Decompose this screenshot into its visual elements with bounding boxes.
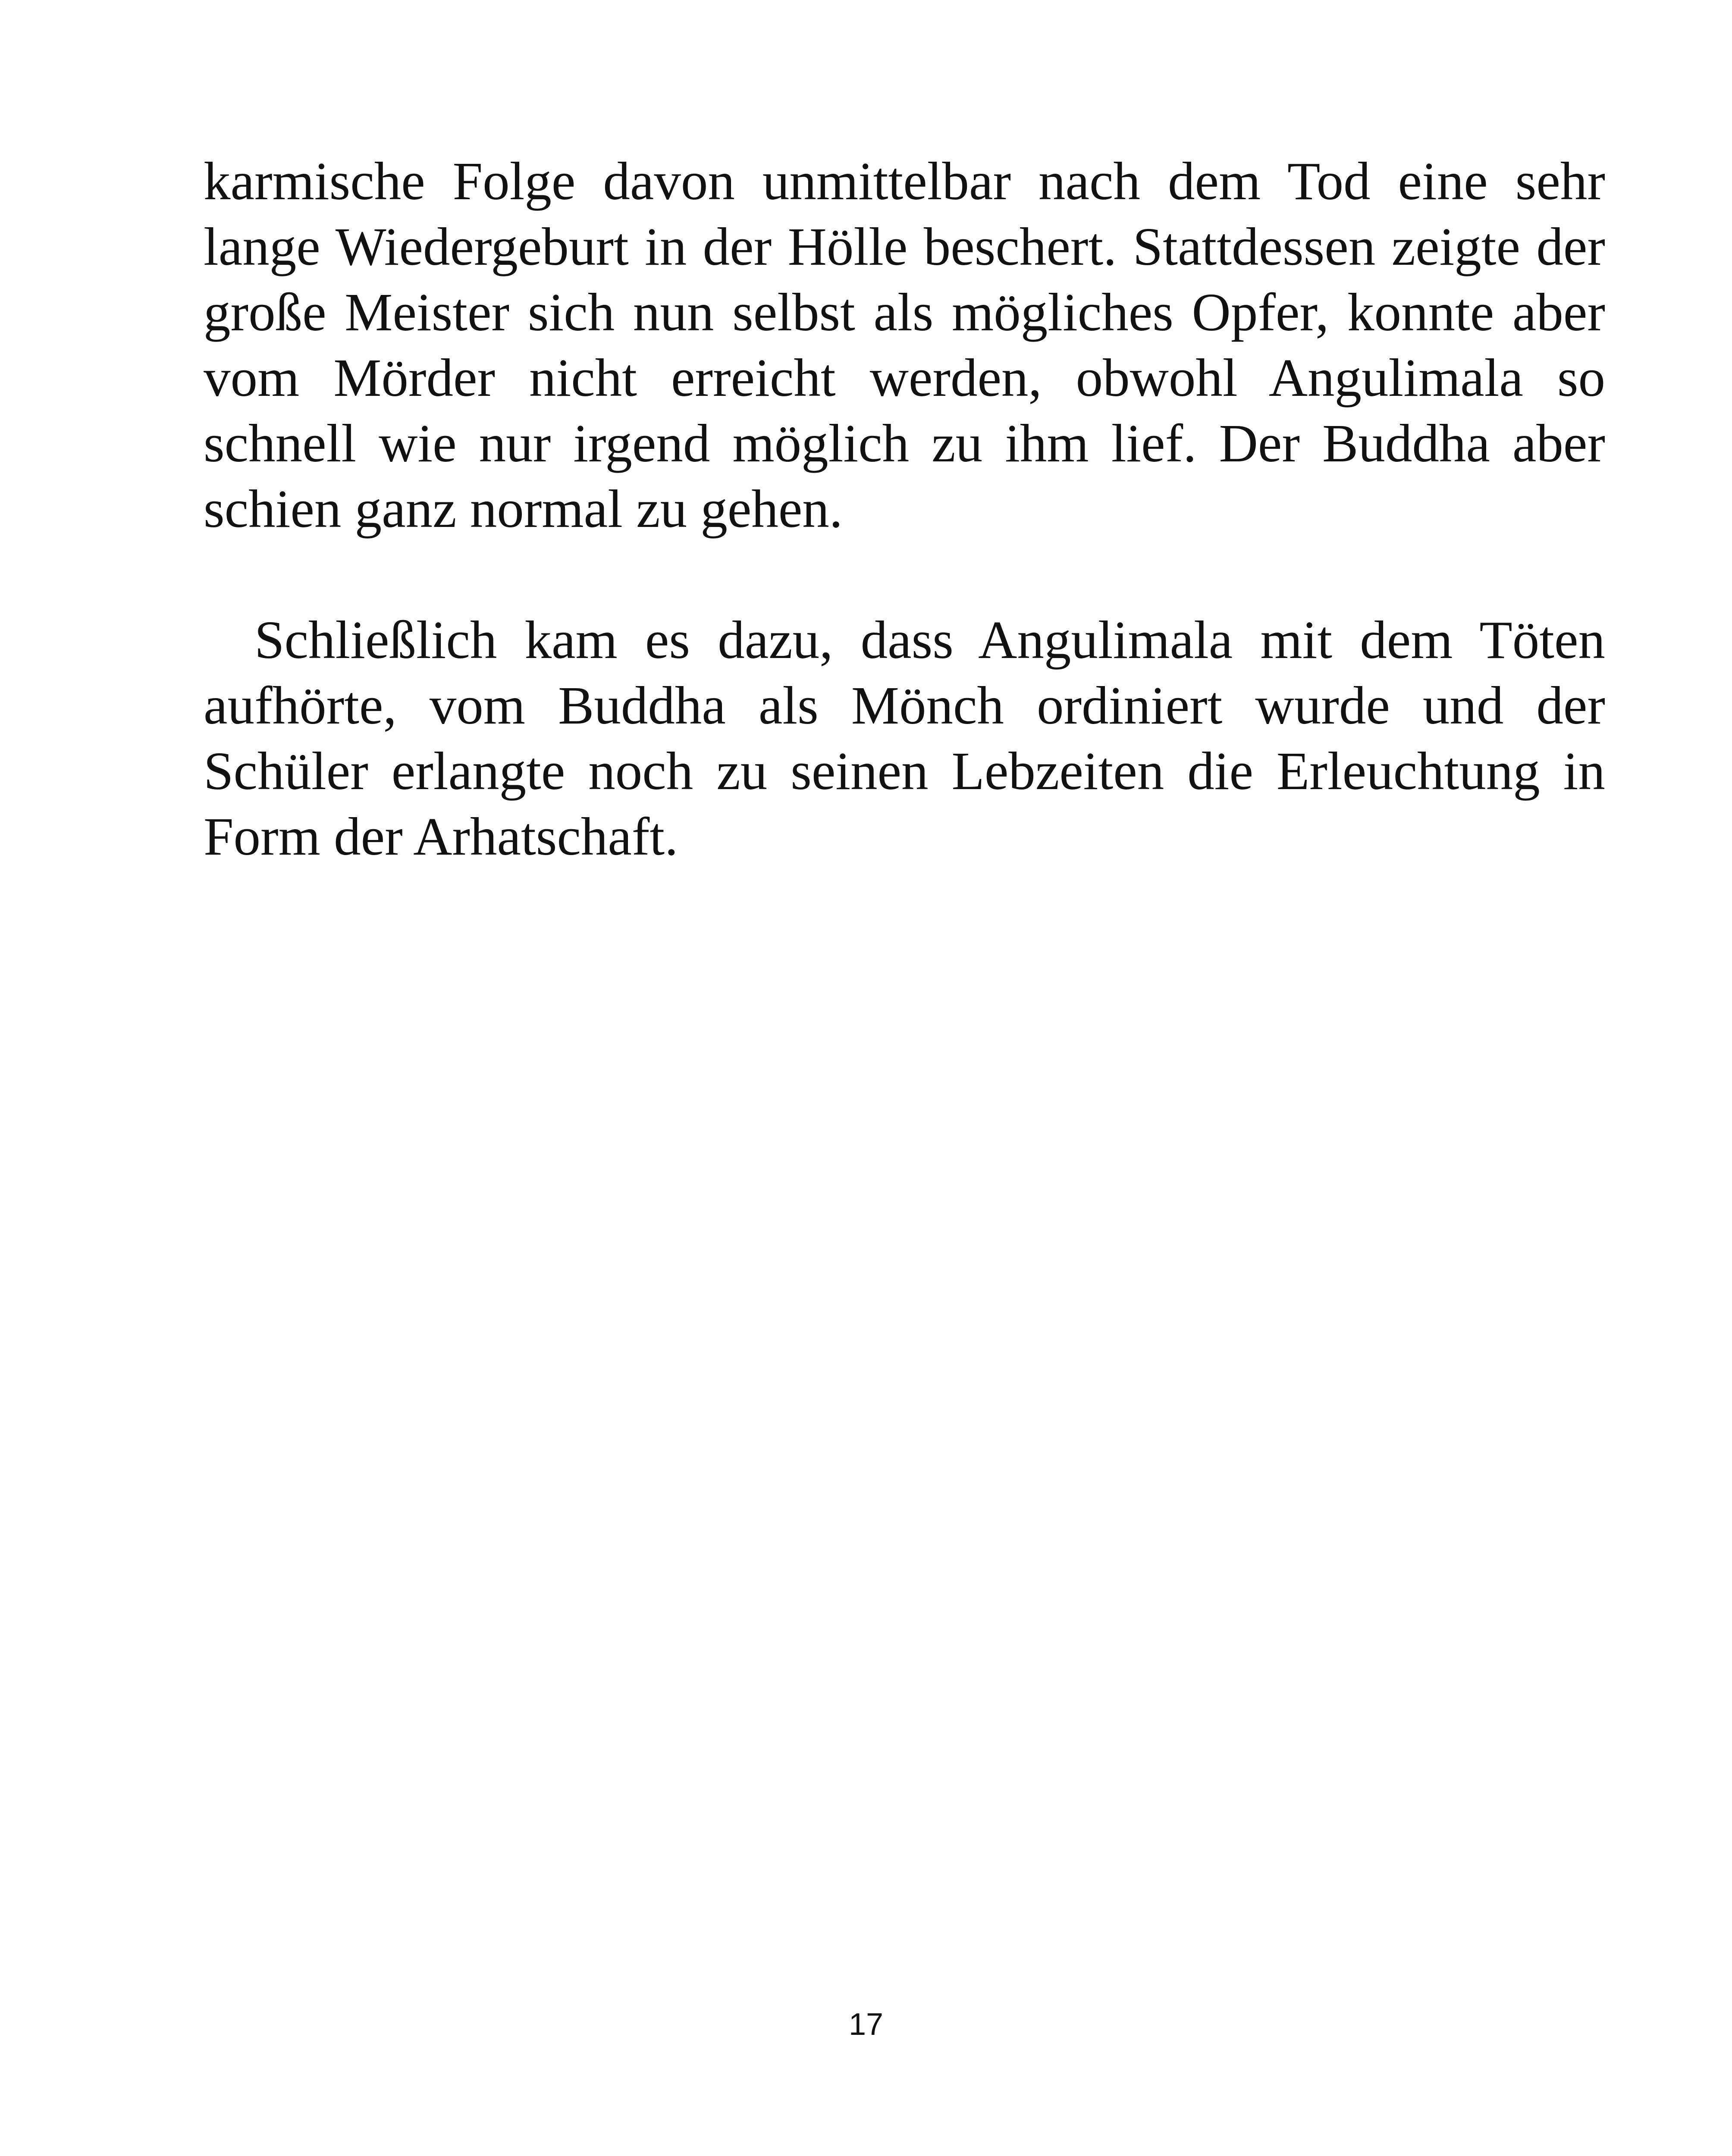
paragraph-1: karmische Folge davon unmittelbar nach dem Tod eine sehr lange Wiedergeburt in der Hölle beschert. Stattdessen zeigte der große Meister sich nun selbst als mögliches Opfer, konnte aber vom Mörder nicht erreicht werden, obwohl Angulimala so schnell wie nur irgend möglich zu ihm lief. Der Buddha aber schien ganz normal zu gehen. <box>204 152 1605 539</box>
page-number: 17 <box>848 2007 884 2042</box>
body-text <box>204 149 1605 870</box>
paragraph-2: Schließlich kam es dazu, dass Angulimala mit dem Töten aufhörte, vom Buddha als Mönch ordiniert wurde und der Schüler erlangte noch zu seinen Lebzeiten die Erleuchtung in Form der Arhatschaft. <box>204 611 1605 867</box>
